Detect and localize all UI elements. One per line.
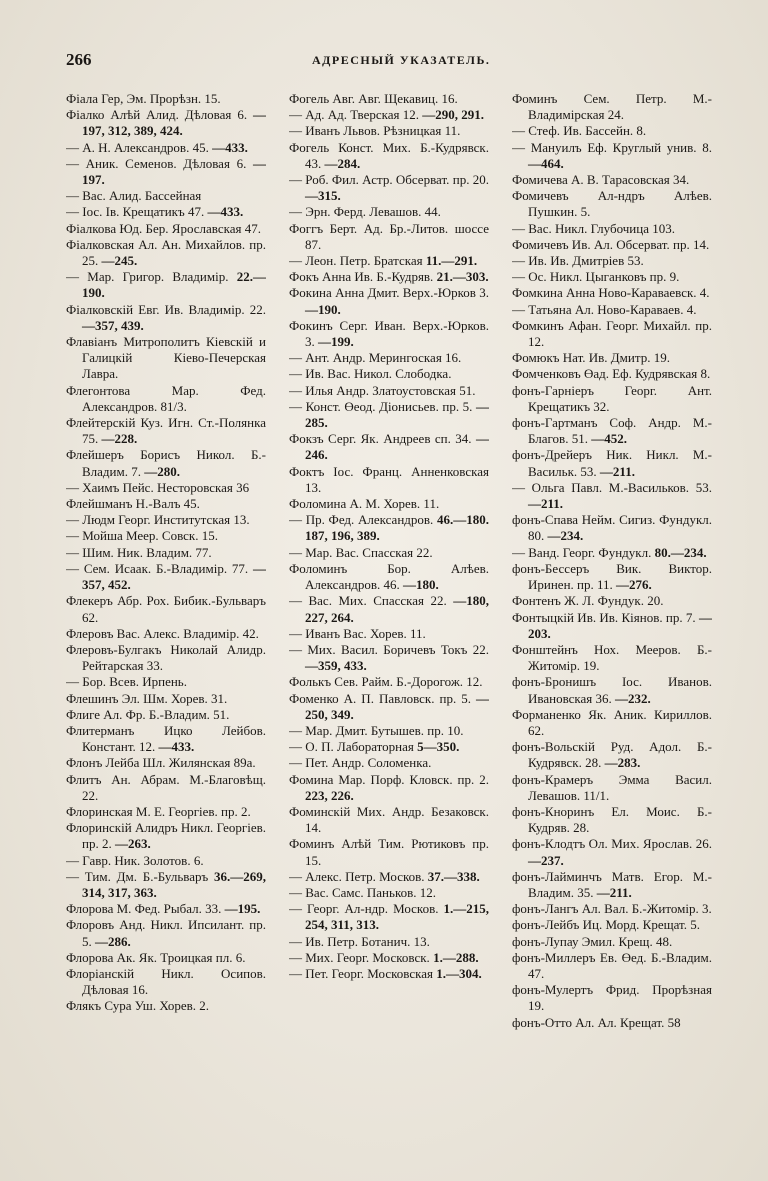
entry-reference-numbers: —433. (212, 139, 248, 155)
entry-reference-numbers: —211. (596, 884, 632, 900)
entry-text: Фокзъ Серг. Як. Андреев сп. 34. (289, 431, 472, 447)
directory-entry (289, 172, 489, 204)
running-title: АДРЕСНЫЙ УКАЗАТЕЛЬ. (312, 53, 491, 67)
entry-reference-numbers: 1.—288. (433, 949, 479, 965)
entry-text: — Татьяна Ал. Ново-Караваев. 4. (512, 301, 697, 317)
directory-entry (66, 674, 266, 690)
entry-text: Фомюкъ Нат. Ив. Дмитр. 19. (512, 350, 670, 366)
entry-text: — Ив. Ив. Дмитріев 53. (512, 253, 644, 269)
entry-text: Флорова Ак. Як. Троицкая пл. 6. (66, 949, 246, 965)
directory-entry (66, 334, 266, 383)
entry-text: фонъ-Лейбъ Иц. Морд. Крещат. 5. (512, 917, 701, 933)
directory-entry (512, 221, 712, 237)
entry-reference-numbers: 36.—269, 314, 317, 363. (82, 868, 266, 900)
entry-text: — Конст. Өеод. Діонисьев. пр. 5. (289, 398, 473, 414)
directory-entry (289, 739, 489, 755)
entry-reference-numbers: 223, 226. (305, 787, 354, 803)
directory-entry (512, 512, 712, 544)
entry-text: фонъ-Крамеръ Эмма Васил. Левашов. 11/1. (512, 771, 712, 803)
entry-reference-numbers: —433. (207, 204, 244, 220)
entry-text: — О. П. Лабораторная (289, 739, 414, 755)
entry-text: — Вас. Алид. Бассейная (66, 188, 202, 204)
entry-reference-numbers: —232. (615, 690, 651, 706)
directory-entry (289, 431, 489, 463)
entry-text: Флорова М. Фед. Рыбал. 33. (66, 901, 222, 917)
directory-entry (512, 836, 712, 868)
entry-text: — Ванд. Георг. Фундукл. (512, 544, 652, 560)
directory-entry (66, 950, 266, 966)
entry-reference-numbers: 11.—291. (425, 253, 478, 269)
directory-entry (66, 691, 266, 707)
page-number: 266 (66, 50, 92, 69)
entry-text: — Эрн. Ферд. Левашов. 44. (289, 204, 441, 220)
directory-entry (289, 318, 489, 350)
entry-reference-numbers: —195. (224, 901, 261, 917)
entry-text: Фоктъ Іос. Франц. Анненковская 13. (289, 463, 489, 495)
entry-text: — Мар. Вас. Спасская 22. (289, 544, 433, 560)
directory-entry (512, 188, 712, 220)
entry-text: Флоровъ Анд. Никл. Ипсилант. пр. 5. (66, 917, 266, 949)
entry-reference-numbers: 1.—304. (436, 965, 482, 981)
directory-entry (512, 772, 712, 804)
entry-reference-numbers: —234. (547, 528, 584, 544)
entry-text: — Ос. Никл. Цыганковъ пр. 9. (512, 269, 680, 285)
directory-entry (289, 123, 489, 139)
entry-text: Фонтыцкій Ив. Ив. Кіянов. пр. 7. (512, 609, 696, 625)
entry-reference-numbers: —452. (591, 431, 627, 447)
entry-text: Фіала Гер, Эм. Прорѣзн. 15. (66, 91, 221, 106)
entry-text: Фоломина А. М. Хорев. 11. (289, 496, 440, 512)
entry-text: Фіалковская Ал. Ан. Михайлов. пр. 25. (66, 236, 266, 269)
directory-entry (66, 853, 266, 869)
entry-text: — Гавр. Ник. Золотов. 6. (66, 852, 204, 868)
directory-entry (512, 642, 712, 674)
directory-entry (512, 707, 712, 739)
directory-entry (289, 804, 489, 836)
directory-entry (289, 885, 489, 901)
entry-text: Фогель Конст. Мих. Б.-Кудрявск. 43. (289, 139, 489, 171)
directory-entry (66, 447, 266, 479)
entry-text: фонъ-Отто Ал. Ал. Крещат. 58 (512, 1014, 681, 1030)
entry-text: — Мих. Васил. Боричевъ Токъ 22. (289, 641, 489, 657)
entry-reference-numbers: —290, 291. (422, 107, 485, 123)
entry-text: фонъ-Гартманъ Соф. Андр. М.-Благов. 51. (512, 415, 712, 447)
entry-text: Флейшеръ Борисъ Никол. Б.-Владим. 7. (66, 447, 266, 479)
directory-entry (289, 285, 489, 317)
entry-text: — Вас. Никл. Глубочица 103. (512, 220, 675, 236)
directory-entry (512, 869, 712, 901)
directory-entry (512, 285, 712, 301)
entry-text: — Иванъ Львов. Рѣзницкая 11. (289, 123, 461, 139)
entry-text: — Стеф. Ив. Бассейн. 8. (512, 123, 647, 139)
entry-reference-numbers: —464. (528, 155, 564, 171)
entry-text: — Аник. Семенов. Дѣловая 6. (66, 155, 247, 171)
entry-text: Флоринская М. Е. Георгіев. пр. 2. (66, 803, 251, 819)
directory-entry (512, 982, 712, 1014)
directory-entry (289, 253, 489, 269)
directory-entry (289, 221, 489, 253)
entry-text: — Бор. Всев. Ирпень. (66, 674, 187, 690)
entry-text: — Людм Георг. Институтская 13. (66, 512, 250, 528)
entry-text: — Илья Андр. Златоустовская 51. (289, 382, 476, 398)
entry-text: Флоринскій Алидръ Никл. Георгіев. пр. 2. (66, 820, 266, 852)
directory-entry (66, 302, 266, 334)
entry-text: Фіалко Алѣй Алид. Дѣловая 6. (66, 107, 248, 123)
directory-entry (289, 966, 489, 982)
entry-reference-numbers: —180. (403, 577, 439, 593)
entry-reference-numbers: —211. (599, 463, 635, 479)
entry-text: Флавіанъ Митрополитъ Кіевскій и Галицкій Кіево-Печерская Лавра. (66, 334, 266, 382)
directory-entry (289, 869, 489, 885)
directory-entry (66, 140, 266, 156)
directory-entry (289, 642, 489, 674)
entry-text: Фіалковскій Евг. Ив. Владимір. 22. (66, 301, 266, 317)
directory-entry (512, 1015, 712, 1031)
entry-text: Фокъ Анна Ив. Б.-Кудряв. (289, 269, 434, 285)
entry-reference-numbers: 1.—215, 254, 311, 313. (305, 901, 489, 933)
entry-text: — А. Н. Александров. 45. (66, 139, 209, 155)
directory-entry (66, 707, 266, 723)
entry-reference-numbers: —197, 312, 389, 424. (82, 107, 266, 139)
entry-text: — Леон. Петр. Братская (289, 253, 423, 269)
entry-text: — Пет. Георг. Московская (289, 965, 433, 981)
entry-text: Флеровъ Вас. Алекс. Владимір. 42. (66, 625, 259, 641)
directory-entry (512, 545, 712, 561)
directory-entry (289, 107, 489, 123)
entry-text: — Шим. Ник. Владим. 77. (66, 544, 212, 560)
directory-entry (289, 901, 489, 933)
entry-text: Флейшманъ Н.-Валъ 45. (66, 496, 200, 512)
entry-text: фонъ-Миллеръ Ев. Өед. Б.-Владим. 47. (512, 949, 712, 981)
directory-entry (512, 366, 712, 382)
entry-text: Флегонтова Мар. Фед. Александров. 81/3. (66, 382, 266, 414)
entry-text: Фоминскій Мих. Андр. Безаковск. 14. (289, 803, 489, 836)
entry-text: Фомкинъ Афан. Георг. Михайл. пр. 12. (512, 317, 712, 350)
entry-reference-numbers: —190. (305, 301, 341, 317)
entry-text: Фомченковъ Өад. Еф. Кудрявская 8. (512, 366, 711, 382)
directory-entry (66, 869, 266, 901)
directory-entry (512, 917, 712, 933)
entry-text: — Мар. Григор. Владимір. (66, 269, 229, 285)
entry-reference-numbers: —359, 433. (305, 658, 367, 674)
entry-reference-numbers: —199. (318, 334, 354, 350)
directory-entry (512, 123, 712, 139)
directory-entry (66, 820, 266, 852)
directory-entry (66, 91, 266, 107)
directory-entry (289, 593, 489, 625)
entry-reference-numbers: —276. (616, 577, 652, 593)
directory-entry (66, 480, 266, 496)
entry-text: — Ив. Вас. Никол. Слободка. (289, 366, 452, 382)
directory-entry (512, 253, 712, 269)
entry-text: — Мар. Дмит. Бутышев. пр. 10. (289, 722, 464, 738)
directory-entry (289, 755, 489, 771)
entry-text: — Ад. Ад. Тверская 12. (289, 107, 420, 123)
entry-text: Фомкина Анна Ново-Караваевск. 4. (512, 285, 710, 301)
entry-reference-numbers: —315. (305, 188, 341, 204)
directory-entry (66, 415, 266, 447)
entry-reference-numbers: —357, 439. (82, 317, 144, 333)
entry-reference-numbers: —237. (528, 852, 564, 868)
entry-text: фонъ-Клодтъ Ол. Мих. Ярослав. 26. (512, 836, 712, 852)
entry-text: — Пр. Фед. Александров. (289, 512, 434, 528)
directory-entry (512, 383, 712, 415)
entry-text: — Иванъ Вас. Хорев. 11. (289, 625, 426, 641)
directory-entry (66, 561, 266, 593)
directory-entry (512, 447, 712, 479)
directory-entry (289, 383, 489, 399)
entry-text: Фоломинъ Бор. Алѣев. Александров. 46. (289, 560, 489, 593)
directory-entry (289, 772, 489, 804)
entry-text: фонъ-Бронишъ Іос. Иванов. Ивановская 36. (512, 674, 712, 706)
directory-entry (289, 723, 489, 739)
directory-entry (66, 545, 266, 561)
entry-reference-numbers: —433. (158, 739, 195, 755)
directory-entry (66, 593, 266, 625)
directory-entry (289, 269, 489, 285)
directory-entry (289, 674, 489, 690)
entry-text: — Сем. Исаак. Б.-Владимір. 77. (66, 560, 249, 576)
directory-entry (66, 496, 266, 512)
entry-text: — Георг. Ал-ндр. Москов. (289, 901, 439, 917)
entry-reference-numbers: —357, 452. (82, 560, 266, 593)
entry-reference-numbers: —280. (144, 463, 180, 479)
entry-text: фонъ-Мулертъ Фрид. Прорѣзная 19. (512, 982, 712, 1014)
directory-entry (512, 480, 712, 512)
entry-reference-numbers: —285. (305, 398, 489, 431)
directory-entry (512, 739, 712, 771)
directory-entry (66, 626, 266, 642)
entry-reference-numbers: 22.—190. (82, 269, 266, 301)
entry-reference-numbers: 46.—180. 187, 196, 389. (305, 512, 489, 544)
entry-text: Фомичевъ Ив. Ал. Обсерват. пр. 14. (512, 236, 710, 252)
entry-reference-numbers: 21.—303. (436, 269, 489, 285)
entry-text: Фомичевъ Ал-ндръ Алѣев. Пушкин. 5. (512, 188, 712, 220)
entry-text: Фомичева А. В. Тарасовская 34. (512, 172, 690, 188)
entry-text: фонъ-Лангъ Ал. Вал. Б.-Житомір. 3. (512, 901, 712, 917)
entry-reference-numbers: —250, 349. (305, 690, 489, 722)
directory-entry (512, 91, 712, 123)
entry-text: фонъ-Дрейеръ Ник. Никл. М.-Васильк. 53. (512, 447, 712, 479)
entry-text: Флейтерскій Куз. Игн. Ст.-Полянка 75. (66, 415, 266, 447)
directory-entry (66, 901, 266, 917)
directory-entry (66, 755, 266, 771)
entry-text: — Ант. Андр. Мерингоская 16. (289, 350, 462, 366)
entry-text: фонъ-Лупау Эмил. Крещ. 48. (512, 933, 673, 949)
directory-entry (512, 140, 712, 172)
directory-entry (512, 610, 712, 642)
entry-reference-numbers: —245. (101, 253, 138, 269)
entry-text: Фокина Анна Дмит. Верх.-Юрков 3. (289, 285, 489, 301)
entry-reference-numbers: —286. (95, 933, 131, 949)
directory-entry (66, 156, 266, 188)
directory-entry (512, 901, 712, 917)
directory-entry (66, 804, 266, 820)
directory-entry (289, 561, 489, 593)
directory-entry (289, 836, 489, 868)
entry-reference-numbers: —197. (82, 155, 266, 188)
entry-text: — Іос. Ів. Крещатикъ 47. (66, 204, 205, 220)
entry-text: Флешинъ Эл. Шм. Хорев. 31. (66, 690, 228, 706)
directory-entry (289, 399, 489, 431)
entry-text: Фоггъ Берт. Ад. Бр.-Литов. шоссе 87. (289, 220, 489, 252)
entry-reference-numbers: 37.—338. (427, 868, 480, 884)
directory-entry (289, 91, 489, 107)
entry-reference-numbers: —263. (114, 836, 151, 852)
directory-entry (66, 512, 266, 528)
entry-text: — Ольга Павл. М.-Васильков. 53. (512, 479, 712, 495)
entry-text: фонъ-Кноринъ Ел. Моис. Б.-Кудряв. 28. (512, 803, 712, 836)
directory-entry (512, 350, 712, 366)
entry-text: Фолькъ Сев. Райм. Б.-Дорогож. 12. (289, 674, 483, 690)
entry-text: — Мойша Меер. Совск. 15. (66, 528, 218, 544)
entry-text: — Роб. Фил. Астр. Обсерват. пр. 20. (289, 172, 489, 188)
directory-entry (512, 172, 712, 188)
entry-text: Флеровъ-Булгакъ Николай Алидр. Рейтарская 33. (66, 641, 266, 674)
directory-entry (289, 350, 489, 366)
directory-entry (66, 772, 266, 804)
entry-text: Флоріанскій Никл. Осипов. Дѣловая 16. (66, 965, 266, 998)
entry-reference-numbers: —228. (101, 431, 138, 447)
directory-entry (289, 545, 489, 561)
directory-entry (66, 221, 266, 237)
entry-text: Форманенко Як. Аник. Кириллов. 62. (512, 706, 712, 738)
entry-reference-numbers: 80.—234. (654, 544, 707, 560)
entry-text: Фомина Мар. Порф. Кловск. пр. 2. (289, 771, 489, 787)
directory-entry (289, 691, 489, 723)
entry-text: Флякъ Сура Уш. Хорев. 2. (66, 998, 210, 1014)
entry-text: Флитъ Ан. Абрам. М.-Благовѣщ. 22. (66, 771, 266, 803)
entry-reference-numbers: —180, 227, 264. (305, 593, 489, 625)
entry-text: — Пет. Андр. Соломенка. (289, 755, 432, 771)
directory-entry (66, 383, 266, 415)
directory-entry (289, 496, 489, 512)
entry-text: — Мих. Георг. Московск. (289, 949, 430, 965)
directory-entry (289, 934, 489, 950)
entry-text: Фонштейнъ Нох. Мееров. Б.-Житомір. 19. (512, 641, 712, 674)
entry-text: — Тим. Дм. Б.-Бульваръ (66, 868, 209, 884)
entry-text: Фоменко А. П. Павловск. пр. 5. (289, 690, 471, 706)
directory-entry (512, 318, 712, 350)
directory-entry (66, 917, 266, 949)
entry-text: Флиге Ал. Фр. Б.-Владим. 51. (66, 706, 230, 722)
directory-entry (66, 998, 266, 1014)
directory-entry (66, 188, 266, 204)
directory-column-1 (66, 91, 266, 1166)
entry-reference-numbers: 5—350. (417, 739, 460, 755)
directory-entry (289, 950, 489, 966)
entry-text: Фоминъ Алѣй Тим. Рютиковъ пр. 15. (289, 836, 489, 868)
entry-reference-numbers: —211. (528, 496, 564, 512)
directory-entry (66, 269, 266, 301)
entry-text: Флонъ Лейба Шл. Жилянская 89а. (66, 755, 256, 771)
directory-entry (512, 950, 712, 982)
entry-text: Фогель Авг. Авг. Щекавиц. 16. (289, 91, 458, 106)
directory-entry (512, 237, 712, 253)
directory-entry (512, 302, 712, 318)
directory-entry (66, 237, 266, 269)
directory-entry (289, 366, 489, 382)
entry-text: Фонтенъ Ж. Л. Фундук. 20. (512, 593, 664, 609)
entry-text: — Хаимъ Пейс. Несторовская 36 (66, 479, 250, 495)
directory-entry (289, 204, 489, 220)
directory-entry (289, 140, 489, 172)
entry-text: — Ив. Петр. Ботанич. 13. (289, 933, 430, 949)
entry-text: фонъ-Гарніеръ Георг. Ант. Крещатикъ 32. (512, 382, 712, 414)
entry-reference-numbers: —283. (604, 755, 641, 771)
entry-text: Флекеръ Абр. Рох. Бибик.-Бульваръ 62. (66, 593, 266, 625)
directory-entry (66, 642, 266, 674)
directory-entry (512, 269, 712, 285)
directory-entry (66, 528, 266, 544)
directory-column-2 (289, 91, 489, 1166)
entry-text: — Вас. Самс. Паньков. 12. (289, 884, 436, 900)
entry-text: фонъ-Спава Нейм. Сигиз. Фундукл. 80. (512, 512, 712, 544)
entry-text: — Мануилъ Еф. Круглый унив. 8. (512, 139, 712, 155)
directory-entry (512, 593, 712, 609)
entry-text: фонъ-Бессеръ Вик. Виктор. Иринен. пр. 11. (512, 560, 712, 593)
directory-entry (289, 464, 489, 496)
directory-entry (66, 107, 266, 139)
directory-entry (289, 512, 489, 544)
entry-text: фонъ-Лайминчъ Матв. Егор. М.-Владим. 35. (512, 868, 712, 900)
entry-text: фонъ-Вольскій Руд. Адол. Б.-Кудрявск. 28. (512, 739, 712, 771)
page-header (66, 50, 712, 72)
entry-text: Фіалкова Юд. Бер. Ярославская 47. (66, 220, 262, 236)
entry-reference-numbers: —284. (324, 155, 361, 171)
directory-entry (66, 966, 266, 998)
directory-entry (289, 626, 489, 642)
entry-text: — Вас. Мих. Спасская 22. (289, 593, 447, 609)
directory-entry (512, 415, 712, 447)
directory-entry (512, 561, 712, 593)
directory-columns (66, 91, 712, 1166)
directory-entry (66, 204, 266, 220)
directory-entry (512, 934, 712, 950)
directory-entry (66, 723, 266, 755)
directory-entry (512, 804, 712, 836)
entry-reference-numbers: —246. (305, 431, 489, 463)
directory-column-3 (512, 91, 712, 1166)
directory-entry (512, 674, 712, 706)
entry-reference-numbers: —203. (528, 609, 712, 641)
entry-text: — Алекс. Петр. Москов. (289, 868, 425, 884)
entry-text: Фокинъ Серг. Иван. Верх.-Юрков. 3. (289, 317, 489, 350)
entry-text: Фоминъ Сем. Петр. М.-Владимірская 24. (512, 91, 712, 123)
entry-text: Флитерманъ Ицко Лейбов. Констант. 12. (66, 722, 266, 755)
